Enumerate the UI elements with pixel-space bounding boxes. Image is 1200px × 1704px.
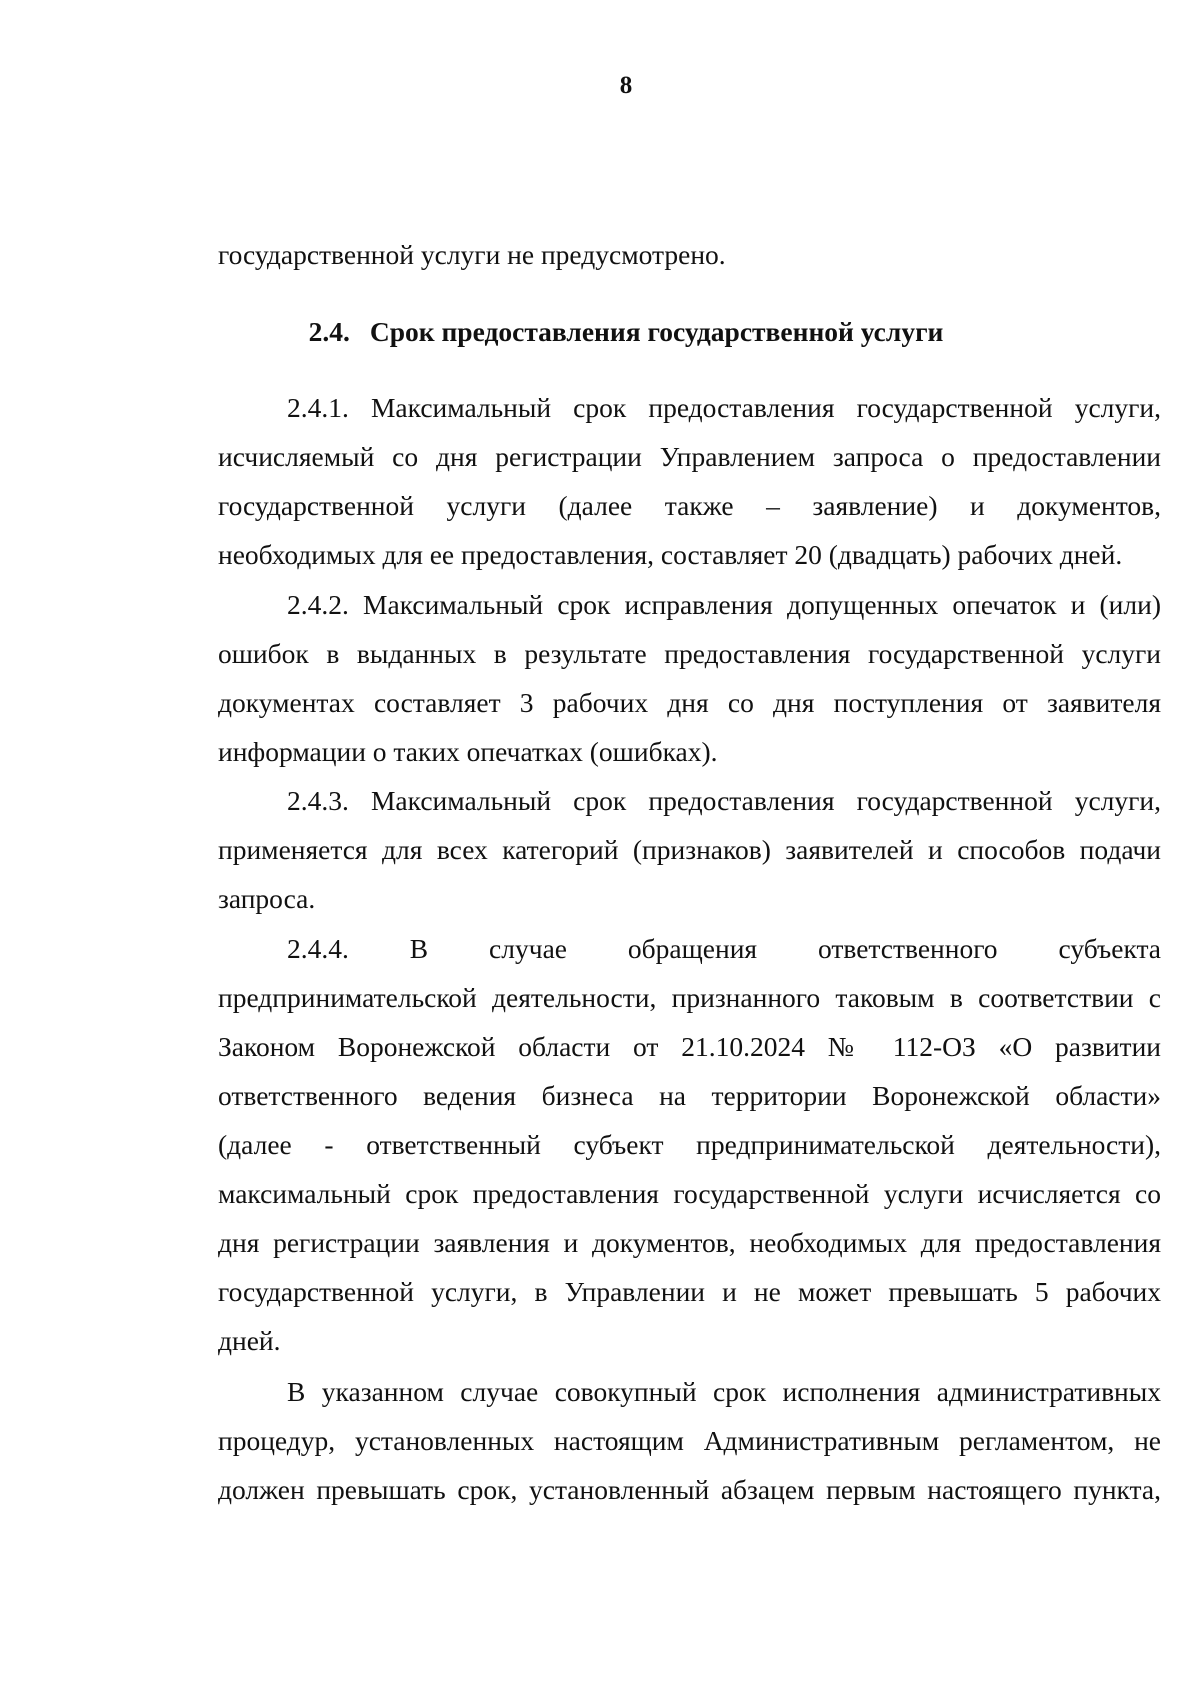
paragraph-line: информации о таких опечатках (ошибках). [218,736,718,767]
paragraph-line: документах составляет 3 рабочих дня со дня поступления от заявителя [218,687,1161,718]
paragraph-line: необходимых для ее предоставления, составляет 20 (двадцать) рабочих дней. [218,539,1123,570]
paragraph-line: дня регистрации заявления и документов, необходимых для предоставления [218,1227,1161,1258]
paragraph-line: 2.4.4. В случае обращения ответственного субъекта [287,933,1161,964]
paragraph-line: применяется для всех категорий (признаков) заявителей и способов подачи [218,834,1161,865]
paragraph-line: (далее - ответственный субъект предпринимательской деятельности), [218,1129,1161,1160]
paragraph-line: запроса. [218,883,316,914]
paragraph-line: предпринимательской деятельности, признанного таковым в соответствии с [218,982,1161,1013]
paragraph-line: исчисляемый со дня регистрации Управлением запроса о предоставлении [218,441,1161,472]
paragraph-line: 2.4.1. Максимальный срок предоставления государственной услуги, [287,392,1161,423]
paragraph-line: процедур, установленных настоящим Административным регламентом, не [218,1425,1161,1456]
page-number: 8 [619,72,633,99]
paragraph-line: В указанном случае совокупный срок исполнения административных [287,1376,1161,1407]
paragraph-line: ошибок в выданных в результате предоставления государственной услуги [218,638,1161,669]
paragraph-line: государственной услуги, в Управлении и не может превышать 5 рабочих [218,1276,1161,1307]
paragraph-line: 2.4.3. Максимальный срок предоставления государственной услуги, [287,785,1161,816]
paragraph-line: государственной услуги (далее также – заявление) и документов, [218,490,1161,521]
paragraph-line: 2.4.2. Максимальный срок исправления допущенных опечаток и (или) [287,589,1161,620]
paragraph-line: дней. [218,1325,281,1356]
paragraph-line: максимальный срок предоставления государственной услуги исчисляется со [218,1178,1161,1209]
section-title: Срок предоставления государственной услуги [369,316,944,347]
section-number: 2.4. [308,316,350,347]
paragraph-line: Законом Воронежской области от 21.10.2024 № 112-ОЗ «О развитии [218,1031,1161,1062]
paragraph-line: ответственного ведения бизнеса на территории Воронежской области» [218,1080,1161,1111]
section-heading [0,318,1200,346]
paragraph-line: должен превышать срок, установленный абзацем первым настоящего пункта, [218,1474,1161,1505]
paragraph-line: государственной услуги не предусмотрено. [218,239,726,270]
